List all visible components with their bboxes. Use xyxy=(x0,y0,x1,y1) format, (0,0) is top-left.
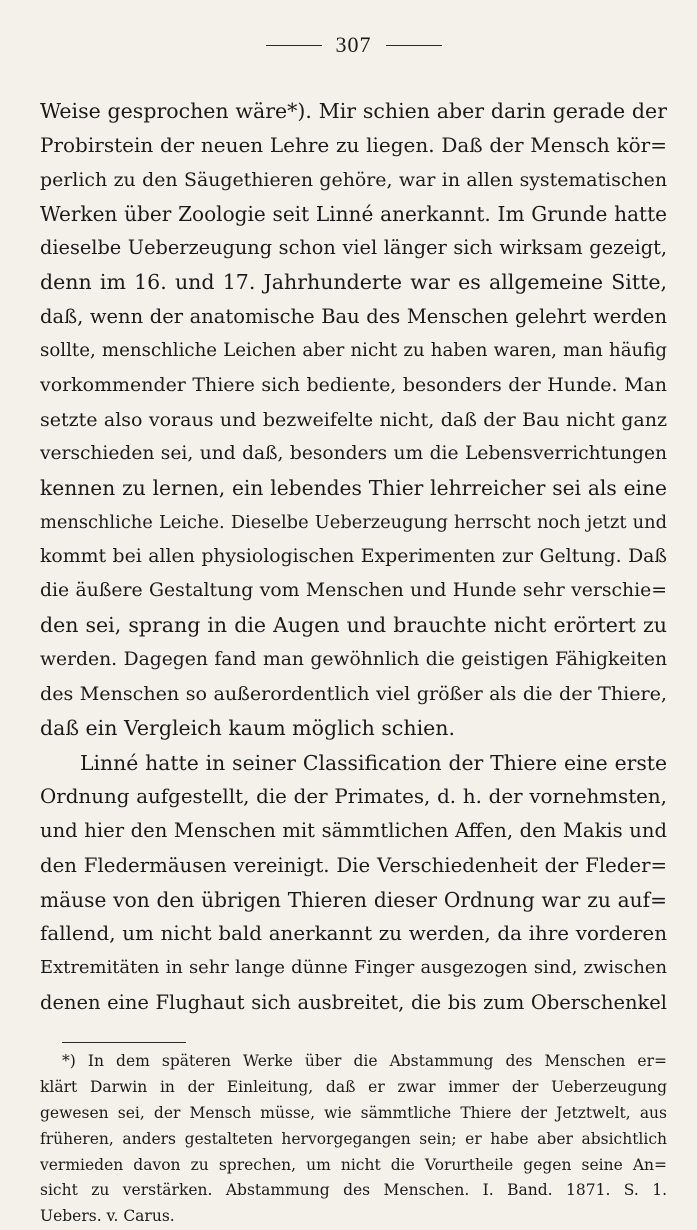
page-header xyxy=(40,22,667,68)
footnote-line: sicht zu verstärken. Abstammung des Menschen. I. Band. 1871. S. 1. xyxy=(40,1181,667,1200)
text-line: den Fledermäusen vereinigt. Die Verschiedenheit der Fleder= xyxy=(40,853,667,877)
text-line: mäuse von den übrigen Thieren dieser Ordnung war zu auf= xyxy=(40,887,667,912)
footnote-rule xyxy=(62,1042,186,1043)
text-line: vorkommender Thiere sich bediente, besonders der Hunde. Man xyxy=(40,374,667,397)
footnote-line: vermieden davon zu sprechen, um nicht die Vorurtheile gegen seine An= xyxy=(40,1155,667,1174)
footnote-line: gewesen sei, der Mensch müsse, wie sämmtliche Thiere der Jetztwelt, aus xyxy=(40,1103,667,1122)
text-line: Werken über Zoologie seit Linné anerkannt. Im Grunde hatte xyxy=(40,201,667,226)
text-line: Extremitäten in sehr lange dünne Finger ausgezogen sind, zwischen xyxy=(40,957,667,979)
text-line: daß, wenn der anatomische Bau des Menschen gelehrt werden xyxy=(40,304,667,328)
text-line: werden. Dagegen fand man gewöhnlich die geistigen Fähigkeiten xyxy=(40,648,667,670)
text-line: Linné hatte in seiner Classification der Thiere eine erste xyxy=(80,750,667,775)
text-line: kennen zu lernen, ein lebendes Thier lehrreicher sei als eine xyxy=(40,476,667,501)
text-line: die äußere Gestaltung vom Menschen und Hunde sehr verschie= xyxy=(40,580,667,602)
paragraph xyxy=(40,94,667,746)
text-line: fallend, um nicht bald anerkannt zu werden, da ihre vorderen xyxy=(40,922,667,946)
text-line: denen eine Flughaut sich ausbreitet, die bis zum Oberschenkel xyxy=(40,990,667,1014)
header-rule-right xyxy=(386,45,442,46)
text-line: sollte, menschliche Leichen aber nicht zu haben waren, man häufig xyxy=(40,340,667,362)
text-line: daß ein Vergleich kaum möglich schien. xyxy=(40,716,456,741)
footnote-line: *) In dem späteren Werke über die Abstammung des Menschen er= xyxy=(62,1052,667,1071)
text-line: denn im 16. und 17. Jahrhunderte war es allgemeine Sitte, xyxy=(40,270,667,295)
text-line: und hier den Menschen mit sämmtlichen Affen, den Makis und xyxy=(40,819,667,843)
text-line: menschliche Leiche. Dieselbe Ueberzeugung herrscht noch jetzt und xyxy=(40,511,667,533)
text-line: Probirstein der neuen Lehre zu liegen. Daß der Mensch kör= xyxy=(40,133,667,158)
footnote-line: früheren, anders gestalteten hervorgegangen sein; er habe aber absichtlich xyxy=(40,1129,667,1148)
text-line: setzte also voraus und bezweifelte nicht, daß der Bau nicht ganz xyxy=(40,408,667,431)
paragraph xyxy=(40,746,667,1020)
footnote-line: Uebers. v. Carus. xyxy=(40,1207,175,1226)
text-line: des Menschen so außerordentlich viel größer als die der Thiere, xyxy=(40,682,667,706)
page-number: 307 xyxy=(335,32,372,57)
text-line: Ordnung aufgestellt, die der Primates, d. h. der vornehmsten, xyxy=(40,784,667,808)
text-line: dieselbe Ueberzeugung schon viel länger sich wirksam gezeigt, xyxy=(40,236,667,260)
text-line: verschieden sei, und daß, besonders um die Lebensverrichtungen xyxy=(40,442,667,464)
main-text xyxy=(40,94,667,1020)
text-line: den sei, sprang in die Augen und brauchte nicht erörtert zu xyxy=(40,613,667,638)
footnote xyxy=(40,1049,667,1230)
text-line: Weise gesprochen wäre*). Mir schien aber darin gerade der xyxy=(40,99,667,123)
text-line: perlich zu den Säugethieren gehöre, war in allen systematischen xyxy=(40,168,667,191)
book-page xyxy=(40,22,667,1226)
footnote-line: klärt Darwin in der Einleitung, daß er zwar immer der Ueberzeugung xyxy=(40,1077,667,1096)
text-line: kommt bei allen physiologischen Experimenten zur Geltung. Daß xyxy=(40,545,667,567)
header-rule-left xyxy=(266,45,322,46)
